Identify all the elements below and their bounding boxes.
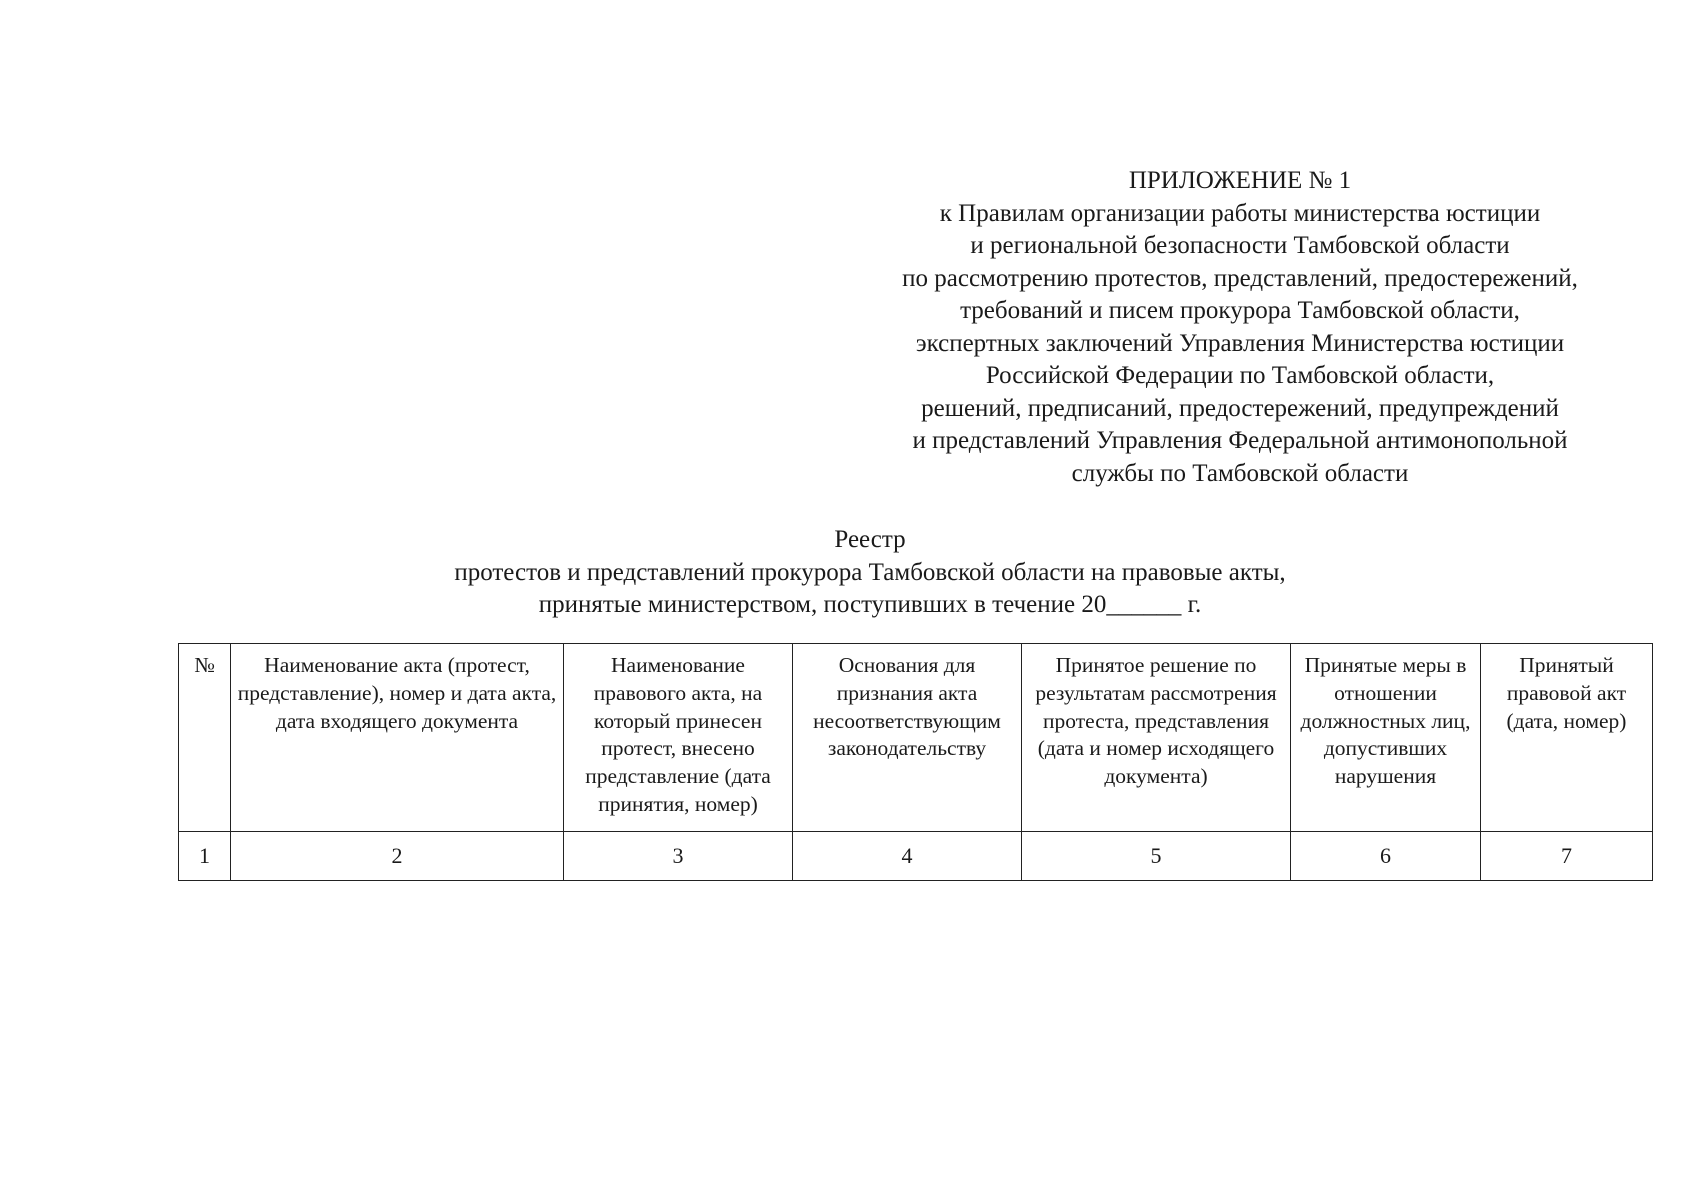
register-subtitle-line1: протестов и представлений прокурора Тамбовской области на правовые акты, bbox=[454, 558, 1286, 586]
header-cell-decision: Принятое решение по результатам рассмотрения протеста, представления (дата и номер исходящего документа) bbox=[1022, 644, 1291, 832]
appendix-line: и представлений Управления Федеральной антимонопольной bbox=[912, 427, 1568, 454]
register-heading bbox=[330, 524, 1410, 622]
register-title: Реестр bbox=[834, 526, 906, 553]
appendix-line: требований и писем прокурора Тамбовской области, bbox=[960, 297, 1520, 324]
column-number-cell: 5 bbox=[1022, 832, 1291, 881]
appendix-header bbox=[860, 165, 1620, 490]
appendix-line: службы по Тамбовской области bbox=[1071, 459, 1409, 487]
appendix-line: Российской Федерации по Тамбовской области, bbox=[985, 362, 1495, 389]
column-number-cell: 6 bbox=[1291, 832, 1481, 881]
column-number-cell: 4 bbox=[793, 832, 1022, 881]
header-cell-number: № bbox=[179, 644, 231, 832]
column-number-cell: 1 bbox=[179, 832, 231, 881]
register-subtitle-line2: принятые министерством, поступивших в течение 20______ г. bbox=[538, 591, 1202, 618]
appendix-title: ПРИЛОЖЕНИЕ № 1 bbox=[1128, 167, 1352, 194]
table-row bbox=[179, 832, 1653, 881]
column-number-cell: 3 bbox=[564, 832, 793, 881]
header-cell-act-name: Наименование акта (протест, представление), номер и дата акта, дата входящего документа bbox=[231, 644, 564, 832]
header-cell-grounds: Основания для признания акта несоответствующим законодательству bbox=[793, 644, 1022, 832]
appendix-line: к Правилам организации работы министерства юстиции bbox=[939, 199, 1541, 227]
table-header-row bbox=[179, 644, 1653, 832]
header-cell-measures: Принятые меры в отношении должностных лиц, допустивших нарушения bbox=[1291, 644, 1481, 832]
appendix-line: экспертных заключений Управления Министерства юстиции bbox=[915, 329, 1565, 357]
column-number-cell: 7 bbox=[1481, 832, 1653, 881]
appendix-line: по рассмотрению протестов, представлений, предостережений, bbox=[902, 264, 1578, 292]
header-cell-adopted-act: Принятый правовой акт (дата, номер) bbox=[1481, 644, 1653, 832]
appendix-line: и региональной безопасности Тамбовской области bbox=[970, 232, 1510, 259]
header-cell-legal-act: Наименование правового акта, на который принесен протест, внесено представление (дата принятия, номер) bbox=[564, 644, 793, 832]
column-number-cell: 2 bbox=[231, 832, 564, 881]
register-table bbox=[178, 643, 1653, 881]
appendix-line: решений, предписаний, предостережений, предупреждений bbox=[921, 394, 1559, 422]
